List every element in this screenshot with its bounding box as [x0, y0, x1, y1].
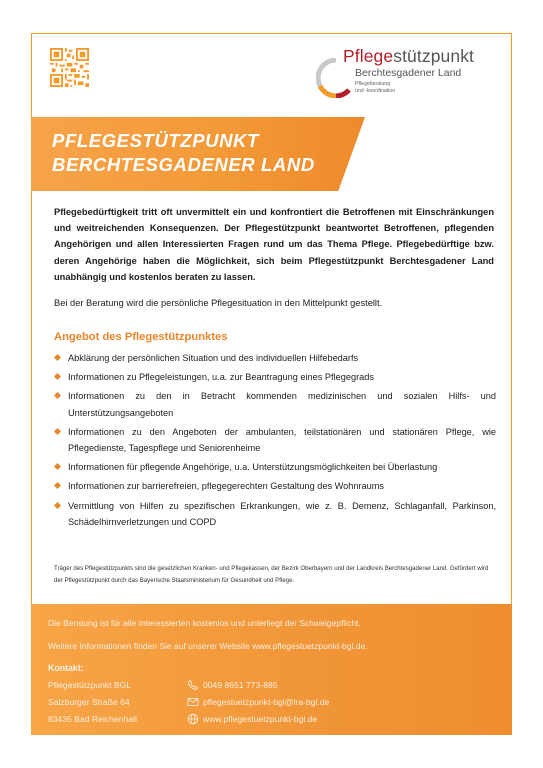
- logo-tagline-2: und -koordination: [355, 88, 396, 94]
- contact-website[interactable]: www.pflegestuetzpunkt-bgl.de: [203, 714, 318, 724]
- contact-email[interactable]: pflegestuetzpunkt-bgl@lra-bgl.de: [203, 697, 330, 707]
- list-item: Vermittlung von Hilfen zu spezifischen Erkrankungen, wie z. B. Demenz, Schlaganfall, Parkinson, Schädelhirnverletzungen und COPD: [54, 498, 496, 530]
- contact-org-name: Pflegestützpunkt BGL: [48, 680, 132, 690]
- banner-title: [52, 129, 352, 177]
- list-item: Informationen für pflegende Angehörige, u.a. Unterstützungsmöglichkeiten bei Überlastung: [54, 459, 496, 475]
- contact-city: 83435 Bad Reichenhall: [48, 714, 137, 724]
- phone-icon: [187, 679, 199, 691]
- intro-paragraph: Pflegebedürftigkeit tritt oft unvermittelt ein und konfrontiert die Betroffenen mit Einschränkungen und weitreichenden Konsequenzen. Der Pflegestützpunkt beantwortet Betroffenen, pflegenden Angehörigen und allen Interessierten Fragen rund um das Thema Pflege. Pflegebedürftige bzw. deren Angehörige haben die Möglichkeit, sich beim Pflegestützpunkt Berchtesgadener Land unabhängig und kostenlos beraten zu lassen.: [54, 207, 494, 282]
- diamond-bullet-icon: [54, 463, 61, 470]
- list-item: Informationen zu den in Betracht kommenden medizinischen und sozialen Hilfs- und Unterstützungsangeboten: [54, 388, 496, 420]
- diamond-bullet-icon: [54, 392, 61, 399]
- contact-heading: Kontakt:: [48, 663, 84, 673]
- banner-title-line-1: PFLEGESTÜTZPUNKT: [52, 130, 259, 151]
- footer-website-text: Weitere Informationen finden Sie auf unserer Website www.pflegestuetzpunkt-bgl.de.: [48, 641, 368, 651]
- diamond-bullet-icon: [54, 482, 61, 489]
- list-item: Abklärung der persönlichen Situation und des individuellen Hilfebedarfs: [54, 350, 496, 366]
- email-icon: [187, 696, 199, 708]
- diamond-bullet-icon: [54, 428, 61, 435]
- footer-panel: [31, 604, 512, 735]
- diamond-bullet-icon: [54, 502, 61, 509]
- banner-title-line-2: BERCHTESGADENER LAND: [52, 154, 315, 175]
- footer-free-advice-text: Die Beratung ist für alle Interessierten kostenlos und unterliegt der Schweigepflicht.: [48, 618, 361, 628]
- list-item: Informationen zu den Angeboten der ambulanten, teilstationären und stationären Pflege, wie Pflegedienste, Tagespflege und Seniorenheime: [54, 424, 496, 456]
- diamond-bullet-icon: [54, 373, 61, 380]
- diamond-bullet-icon: [54, 354, 61, 361]
- list-item: Informationen zu Pflegeleistungen, u.a. zur Beantragung eines Pflegegrads: [54, 369, 496, 385]
- logo-title: Pflegestützpunkt: [343, 46, 475, 66]
- contact-phone[interactable]: 0049 8651 773-885: [203, 680, 278, 690]
- logo-subtitle: Berchtesgadener Land: [355, 67, 462, 79]
- pflegestuetzpunkt-logo: [316, 46, 516, 102]
- sponsor-fineprint: Träger des Pflegestützpunkts sind die gesetzlichen Kranken- und Pflegekassen, der Bezirk Oberbayern und der Landkreis Berchtesgadener Land. Gefördert wird der Pflegestützpunkt durch das Bayerische Staatsministerium für Gesundheit und Pflege.: [54, 565, 489, 584]
- offers-list: [54, 347, 496, 530]
- list-item: Informationen zur barrierefreien, pflegegerechten Gestaltung des Wohnraums: [54, 478, 496, 494]
- offers-heading: Angebot des Pflegestützpunktes: [54, 331, 228, 343]
- contact-street: Salzburger Straße 64: [48, 697, 130, 707]
- logo-tagline-1: Pflegeberatung: [355, 81, 391, 87]
- qr-code-icon: [50, 48, 89, 87]
- globe-icon: [187, 713, 199, 725]
- lead-paragraph: Bei der Beratung wird die persönliche Pflegesituation in den Mittelpunkt gestellt.: [54, 298, 383, 308]
